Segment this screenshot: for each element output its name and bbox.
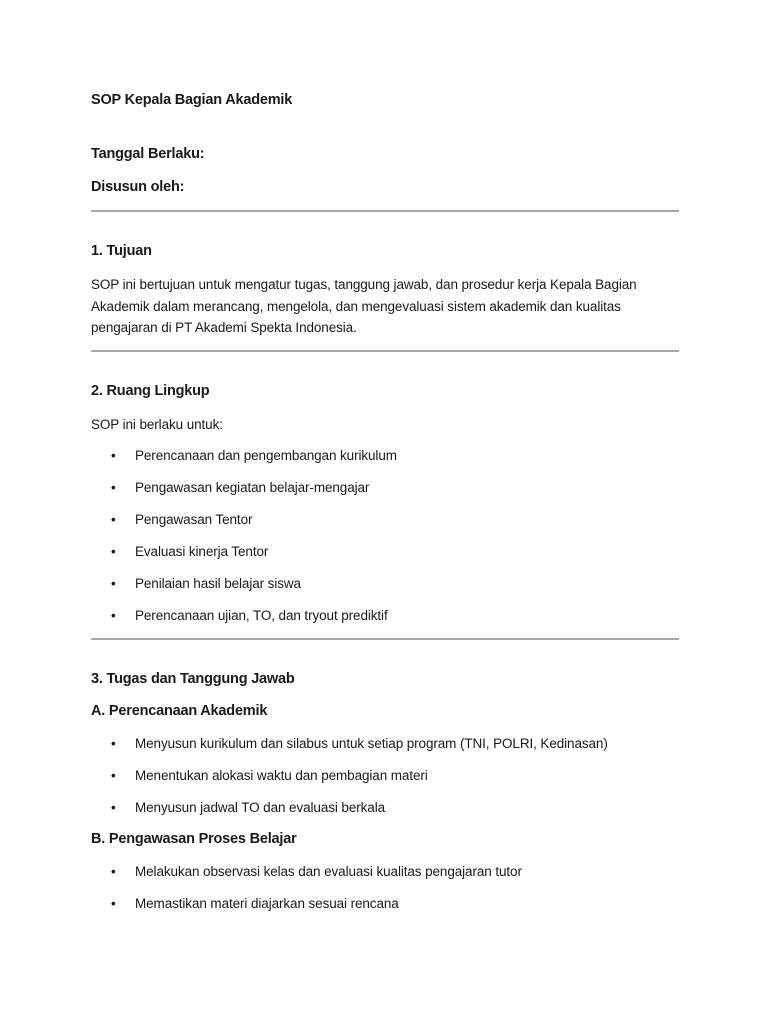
disusun-oleh-label: Disusun oleh: — [91, 179, 185, 195]
bullet-icon: • — [111, 448, 116, 463]
subsection-heading-pengawasan: B. Pengawasan Proses Belajar — [91, 831, 297, 847]
list-item-text: Pengawasan kegiatan belajar-mengajar — [135, 480, 370, 495]
subsection-heading-perencanaan: A. Perencanaan Akademik — [91, 703, 268, 719]
section-heading-ruang-lingkup: 2. Ruang Lingkup — [91, 383, 210, 399]
list-item-text: Menyusun kurikulum dan silabus untuk setiap program (TNI, POLRI, Kedinasan) — [135, 736, 608, 751]
list-item-text: Pengawasan Tentor — [135, 512, 253, 527]
tanggal-berlaku-label: Tanggal Berlaku: — [91, 146, 205, 162]
section-body-tujuan: SOP ini bertujuan untuk mengatur tugas, tanggung jawab, dan prosedur kerja Kepala Bagian Akademik dalam merancang, mengelola, dan mengevaluasi sistem akademik dan kualitas pengajaran di PT Akademi Spekta Indonesia. — [91, 277, 637, 335]
section-heading-tugas: 3. Tugas dan Tanggung Jawab — [91, 671, 295, 687]
bullet-icon: • — [111, 480, 116, 495]
bullet-icon: • — [111, 512, 116, 527]
document-title: SOP Kepala Bagian Akademik — [91, 92, 293, 108]
bullet-icon: • — [111, 768, 116, 783]
list-item-text: Menentukan alokasi waktu dan pembagian materi — [135, 768, 428, 783]
bullet-icon: • — [111, 736, 116, 751]
ruang-lingkup-intro: SOP ini berlaku untuk: — [91, 417, 223, 432]
list-item-text: Memastikan materi diajarkan sesuai rencana — [135, 896, 399, 911]
bullet-icon: • — [111, 800, 116, 815]
bullet-icon: • — [111, 864, 116, 879]
list-item-text: Melakukan observasi kelas dan evaluasi kualitas pengajaran tutor — [135, 864, 522, 879]
divider — [91, 350, 679, 352]
bullet-icon: • — [111, 544, 116, 559]
list-item-text: Perencanaan dan pengembangan kurikulum — [135, 448, 397, 463]
list-item-text: Evaluasi kinerja Tentor — [135, 544, 269, 559]
list-item-text: Perencanaan ujian, TO, dan tryout prediktif — [135, 608, 388, 623]
bullet-icon: • — [111, 896, 116, 911]
divider — [91, 638, 679, 640]
list-item-text: Menyusun jadwal TO dan evaluasi berkala — [135, 800, 386, 815]
section-heading-tujuan: 1. Tujuan — [91, 243, 152, 259]
list-item-text: Penilaian hasil belajar siswa — [135, 576, 301, 591]
divider — [91, 210, 679, 212]
bullet-icon: • — [111, 576, 116, 591]
bullet-icon: • — [111, 608, 116, 623]
